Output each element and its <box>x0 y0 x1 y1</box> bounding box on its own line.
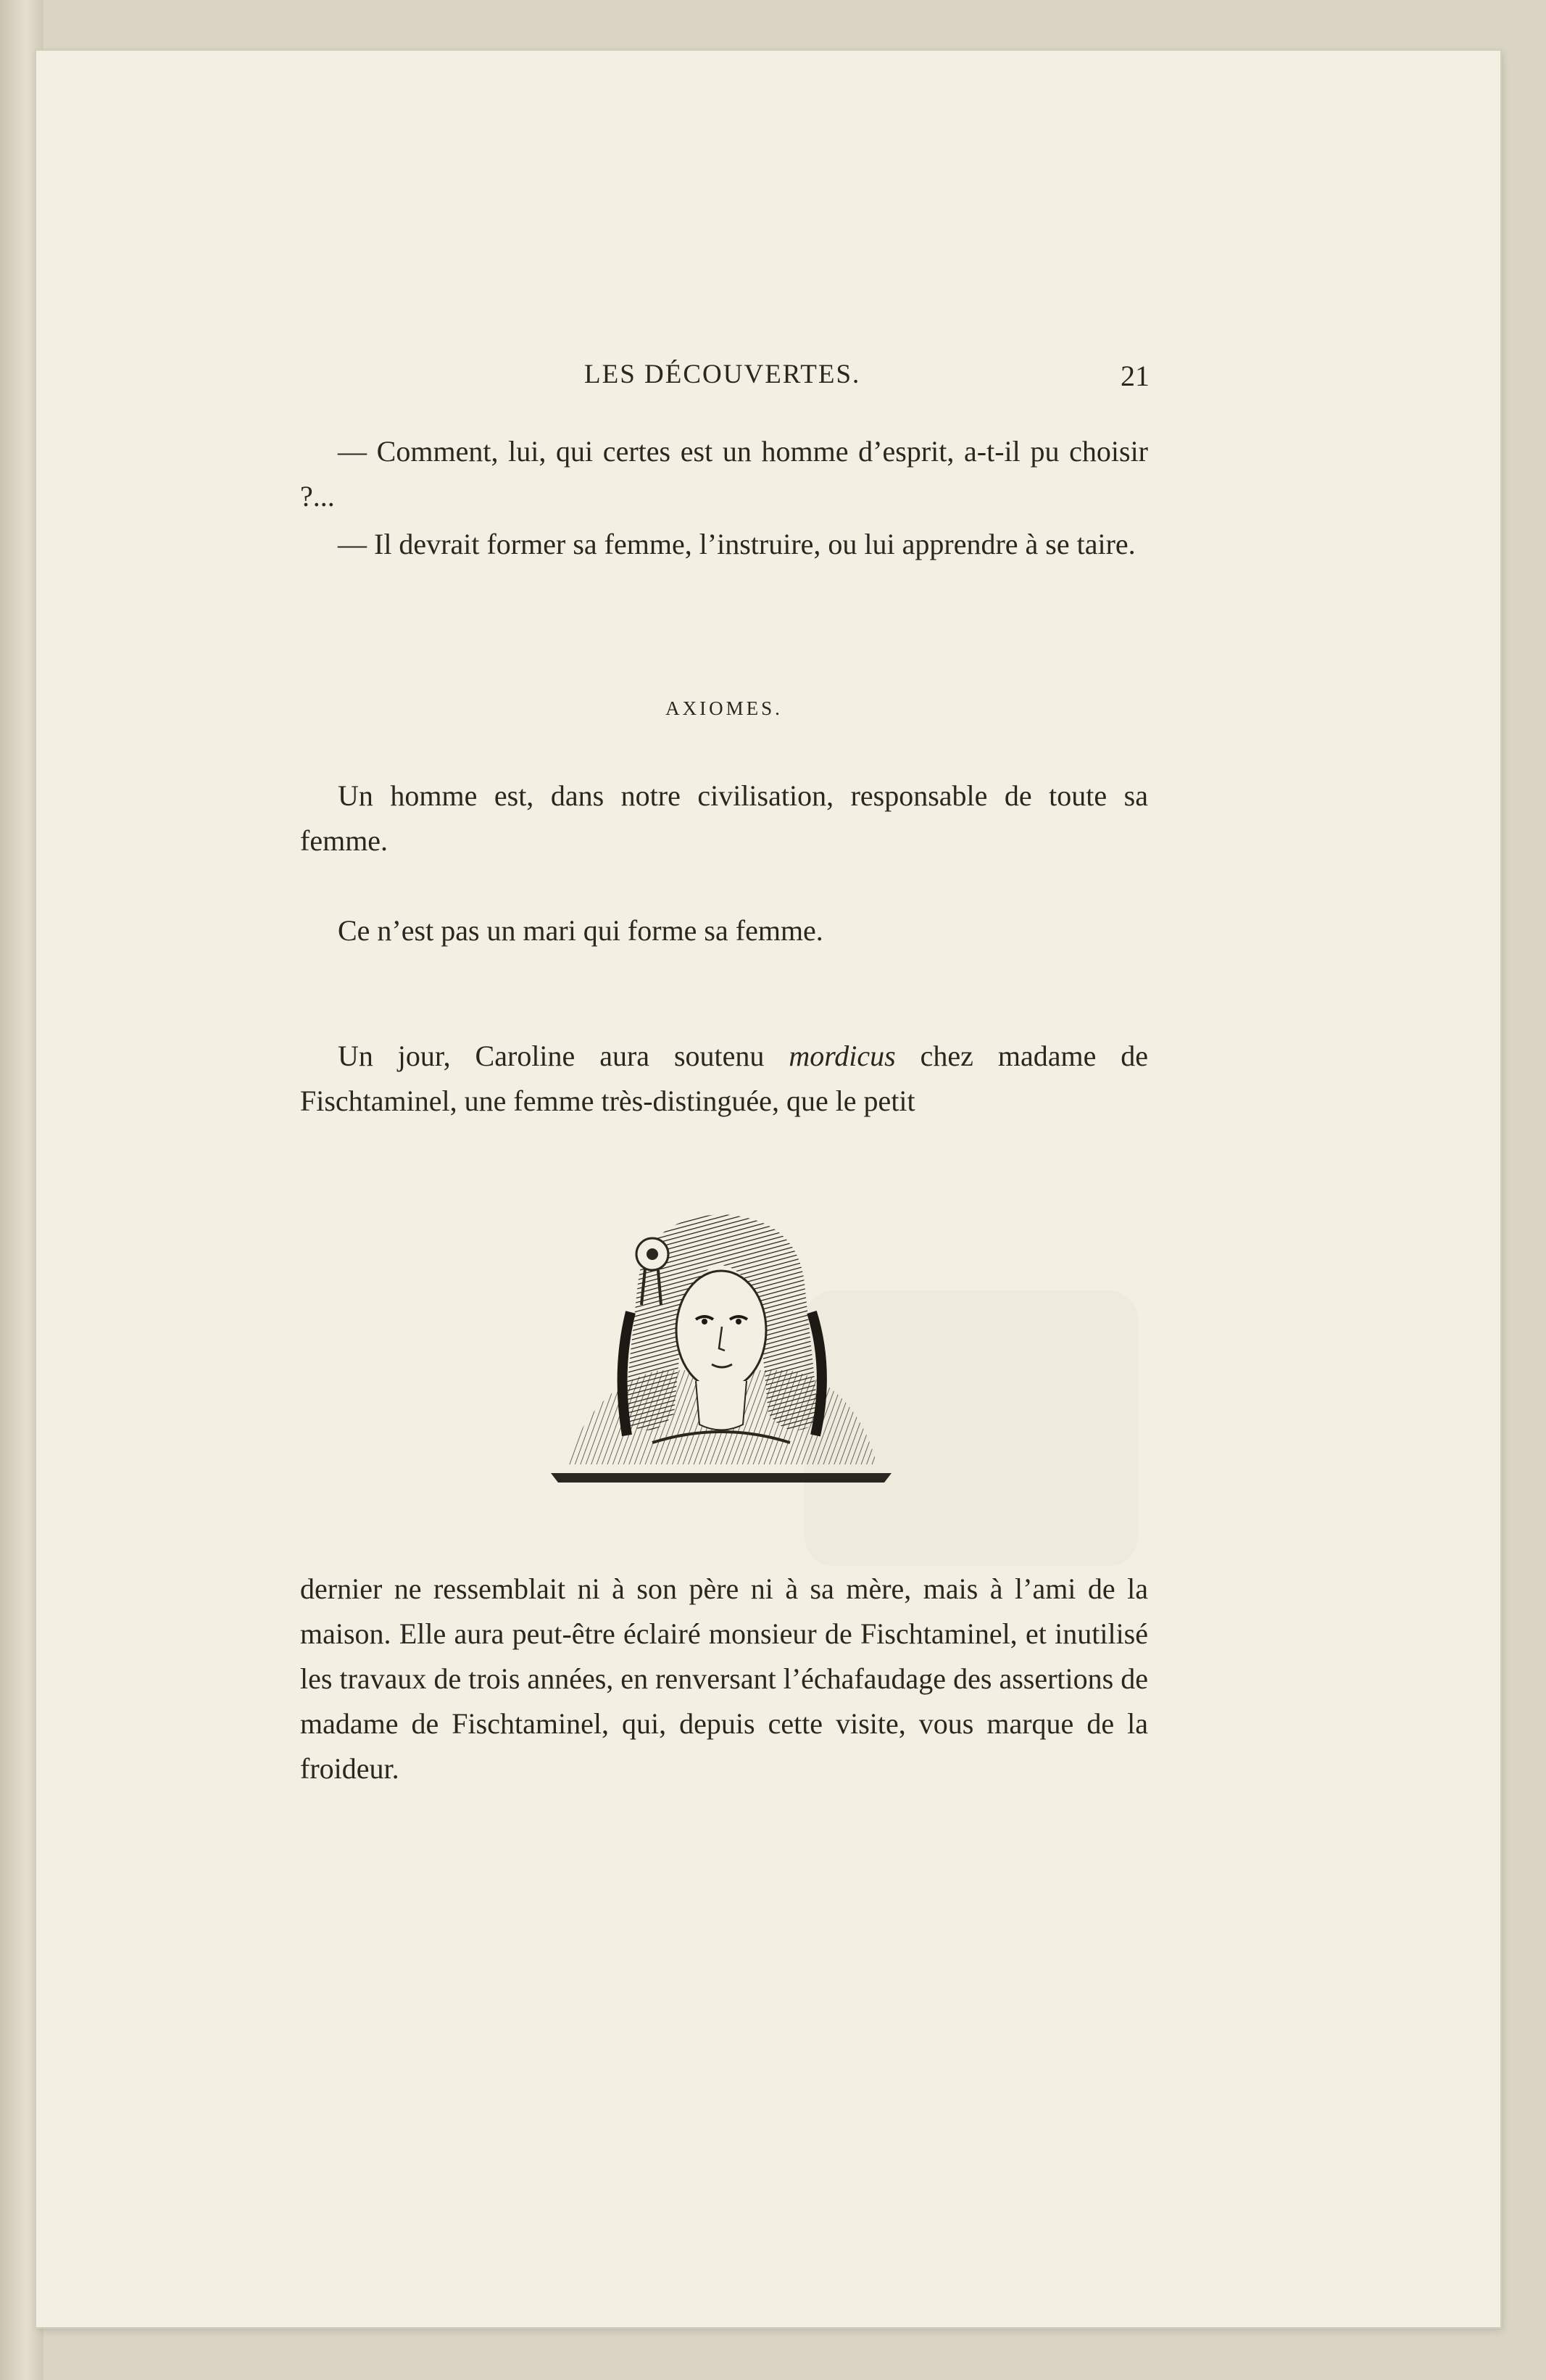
story-paragraph-continued: dernier ne ressemblait ni à son père ni à sa mère, mais à l’ami de la maison. Elle aura peut-être éclairé monsieur de Fischtaminel, et inutilisé les travaux de trois années, en renversant l’échafaudage des assertions de madame de Fischtaminel, qui, depuis cette visite, vous marque de la froideur. <box>300 1572 1148 1785</box>
dialogue-paragraph: — Il devrait former sa femme, l’instruire, ou lui apprendre à se taire. <box>338 528 1136 560</box>
running-title: LES DÉCOUVERTES. <box>584 360 861 389</box>
woman-portrait-engraving-icon <box>551 1203 892 1501</box>
axiom-paragraph: Un homme est, dans notre civilisation, responsable de toute sa femme. <box>300 779 1148 857</box>
axiom-paragraph: Ce n’est pas un mari qui forme sa femme. <box>338 914 823 947</box>
running-header <box>294 359 1150 402</box>
story-text: chez madame de Fischtaminel, une femme très-distinguée, que le petit <box>300 1040 1148 1117</box>
story-text: Un jour, Caroline aura soutenu <box>338 1040 789 1072</box>
dialogue-paragraph: — Comment, lui, qui certes est un homme d’esprit, a-t-il pu choisir ?... <box>300 435 1148 513</box>
section-heading: AXIOMES. <box>665 697 783 719</box>
page-number: 21 <box>1121 360 1150 392</box>
italic-term: mordicus <box>789 1040 896 1072</box>
story-paragraph <box>300 1034 1148 1124</box>
